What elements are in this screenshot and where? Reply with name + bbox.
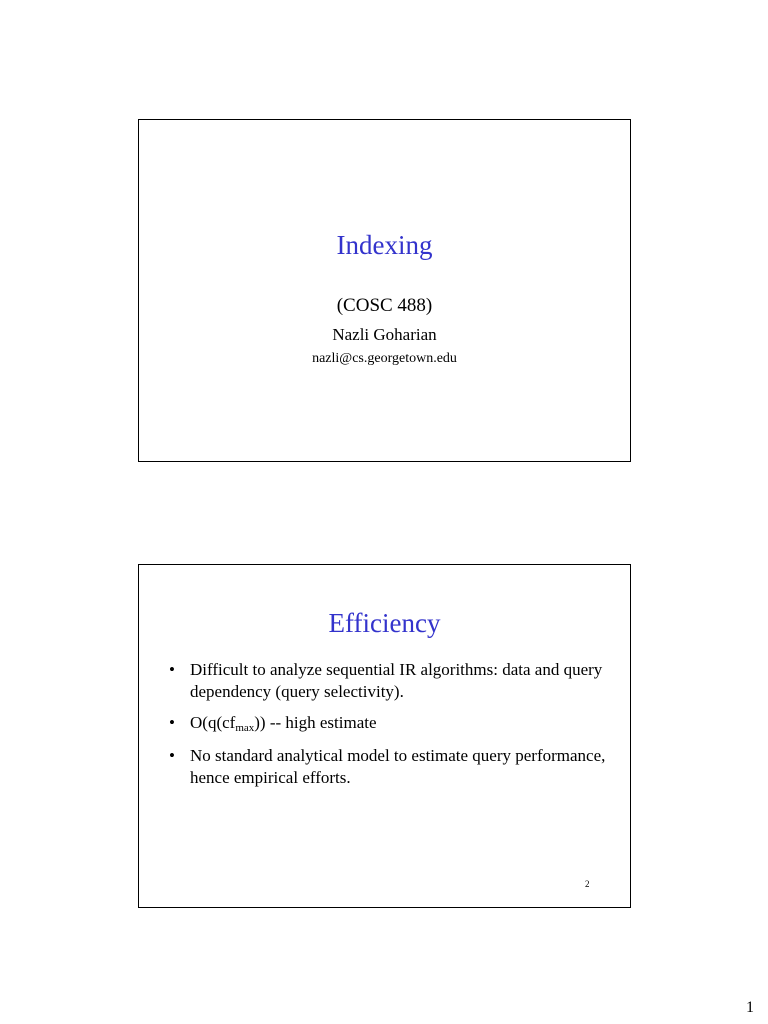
bullet-text-subscript: max [235, 722, 255, 734]
author-name: Nazli Goharian [332, 325, 437, 344]
bullet-icon: • [169, 713, 175, 732]
slide-2-title: Efficiency [328, 608, 441, 638]
bullet-text: No standard analytical model to estimate query performance, hence empirical efforts. [190, 746, 606, 787]
bullet-item [169, 745, 616, 789]
author-email: nazli@cs.georgetown.edu [312, 351, 457, 366]
bullet-text-pre: O(q(cf [190, 713, 236, 732]
bullet-item [169, 659, 616, 703]
bullet-icon: • [169, 746, 175, 765]
bullet-item [169, 712, 616, 736]
bullet-icon: • [169, 660, 175, 679]
slide-2 [138, 564, 631, 908]
bullet-text: Difficult to analyze sequential IR algorithms: data and query dependency (query selectivity). [190, 660, 603, 701]
bullet-list [169, 659, 616, 798]
slide-1 [138, 119, 631, 462]
page-number: 1 [746, 999, 754, 1016]
slide-number: 2 [585, 879, 590, 889]
bullet-text-post: )) -- high estimate [254, 713, 377, 732]
course-code: (COSC 488) [336, 295, 433, 316]
slide-1-title: Indexing [336, 230, 433, 260]
